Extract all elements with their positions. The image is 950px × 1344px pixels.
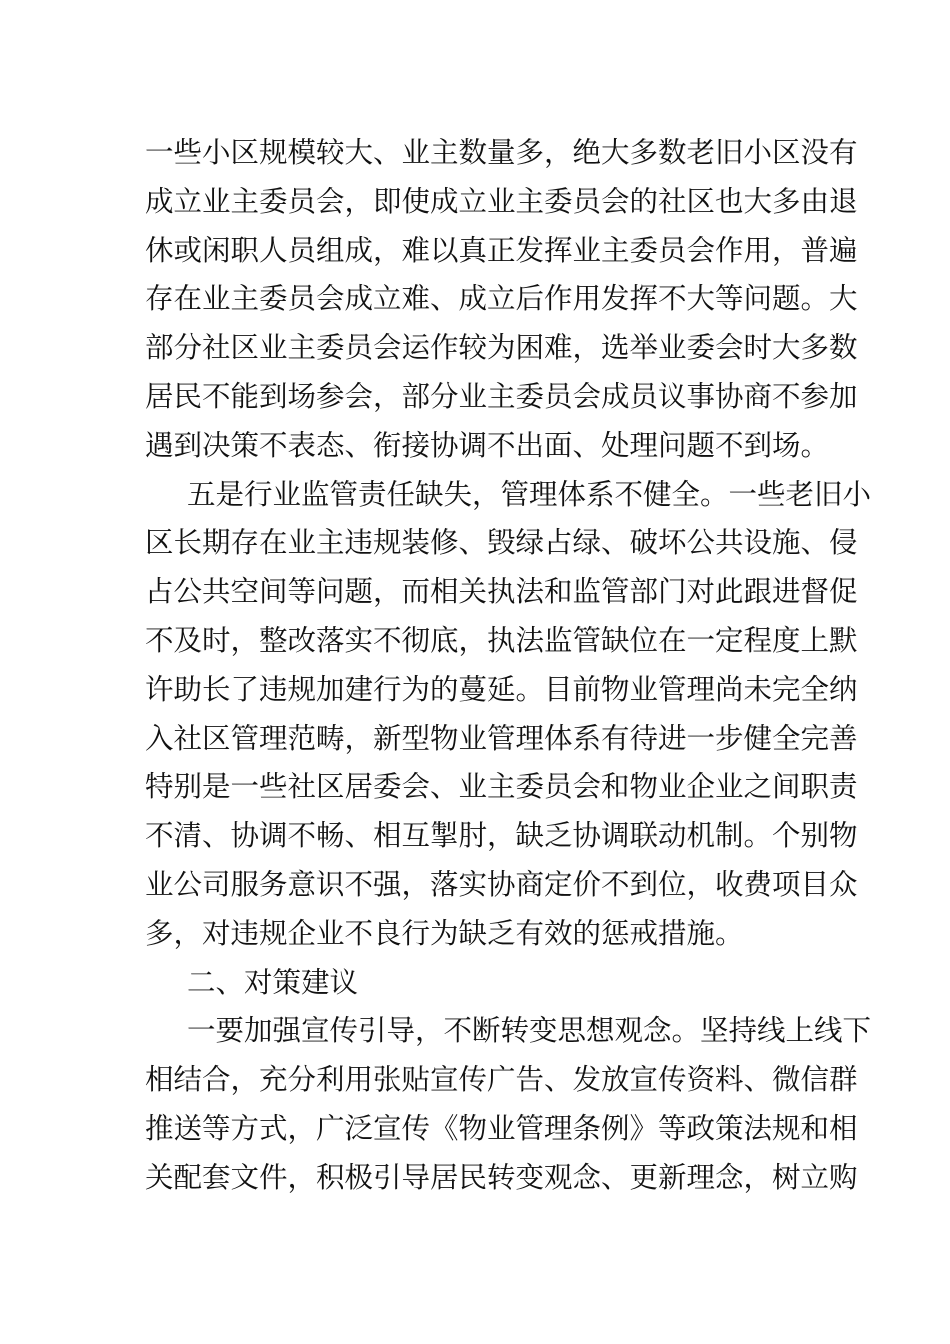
text-line: 五是行业监管责任缺失，管理体系不健全。一些老旧小 bbox=[187, 477, 872, 511]
text-line: 遇到决策不表态、衔接协调不出面、处理问题不到场。 bbox=[145, 428, 830, 462]
text-line: 居民不能到场参会，部分业主委员会成员议事协商不参加 bbox=[145, 379, 858, 413]
text-line: 一要加强宣传引导，不断转变思想观念。坚持线上线下 bbox=[187, 1014, 872, 1048]
text-line: 不清、协调不畅、相互掣肘，缺乏协调联动机制。个别物 bbox=[145, 819, 858, 853]
text-line: 成立业主委员会，即使成立业主委员会的社区也大多由退 bbox=[145, 184, 858, 218]
text-line: 特别是一些社区居委会、业主委员会和物业企业之间职责 bbox=[145, 770, 858, 804]
text-line: 区长期存在业主违规装修、毁绿占绿、破坏公共设施、侵 bbox=[145, 526, 858, 560]
text-line: 一些小区规模较大、业主数量多，绝大多数老旧小区没有 bbox=[145, 136, 858, 169]
text-line: 二、对策建议 bbox=[187, 965, 359, 999]
text-line: 相结合，充分利用张贴宣传广告、发放宣传资料、微信群 bbox=[145, 1063, 858, 1097]
text-line: 存在业主委员会成立难、成立后作用发挥不大等问题。大 bbox=[145, 282, 858, 316]
text-line: 推送等方式，广泛宣传《物业管理条例》等政策法规和相 bbox=[145, 1111, 858, 1145]
text-line: 不及时，整改落实不彻底，执法监管缺位在一定程度上默 bbox=[145, 623, 858, 657]
text-line: 占公共空间等问题，而相关执法和监管部门对此跟进督促 bbox=[145, 575, 858, 609]
text-line: 多，对违规企业不良行为缺乏有效的惩戒措施。 bbox=[145, 916, 744, 950]
text-line: 休或闲职人员组成，难以真正发挥业主委员会作用，普遍 bbox=[145, 233, 858, 267]
text-line: 入社区管理范畴，新型物业管理体系有待进一步健全完善 bbox=[145, 721, 858, 755]
text-line: 部分社区业主委员会运作较为困难，选举业委会时大多数 bbox=[145, 331, 858, 365]
text-line: 许助长了违规加建行为的蔓延。目前物业管理尚未完全纳 bbox=[145, 672, 858, 706]
text-line: 关配套文件，积极引导居民转变观念、更新理念，树立购 bbox=[145, 1160, 858, 1194]
text-line: 业公司服务意识不强，落实协商定价不到位，收费项目众 bbox=[145, 867, 858, 901]
document-body bbox=[145, 129, 872, 1203]
